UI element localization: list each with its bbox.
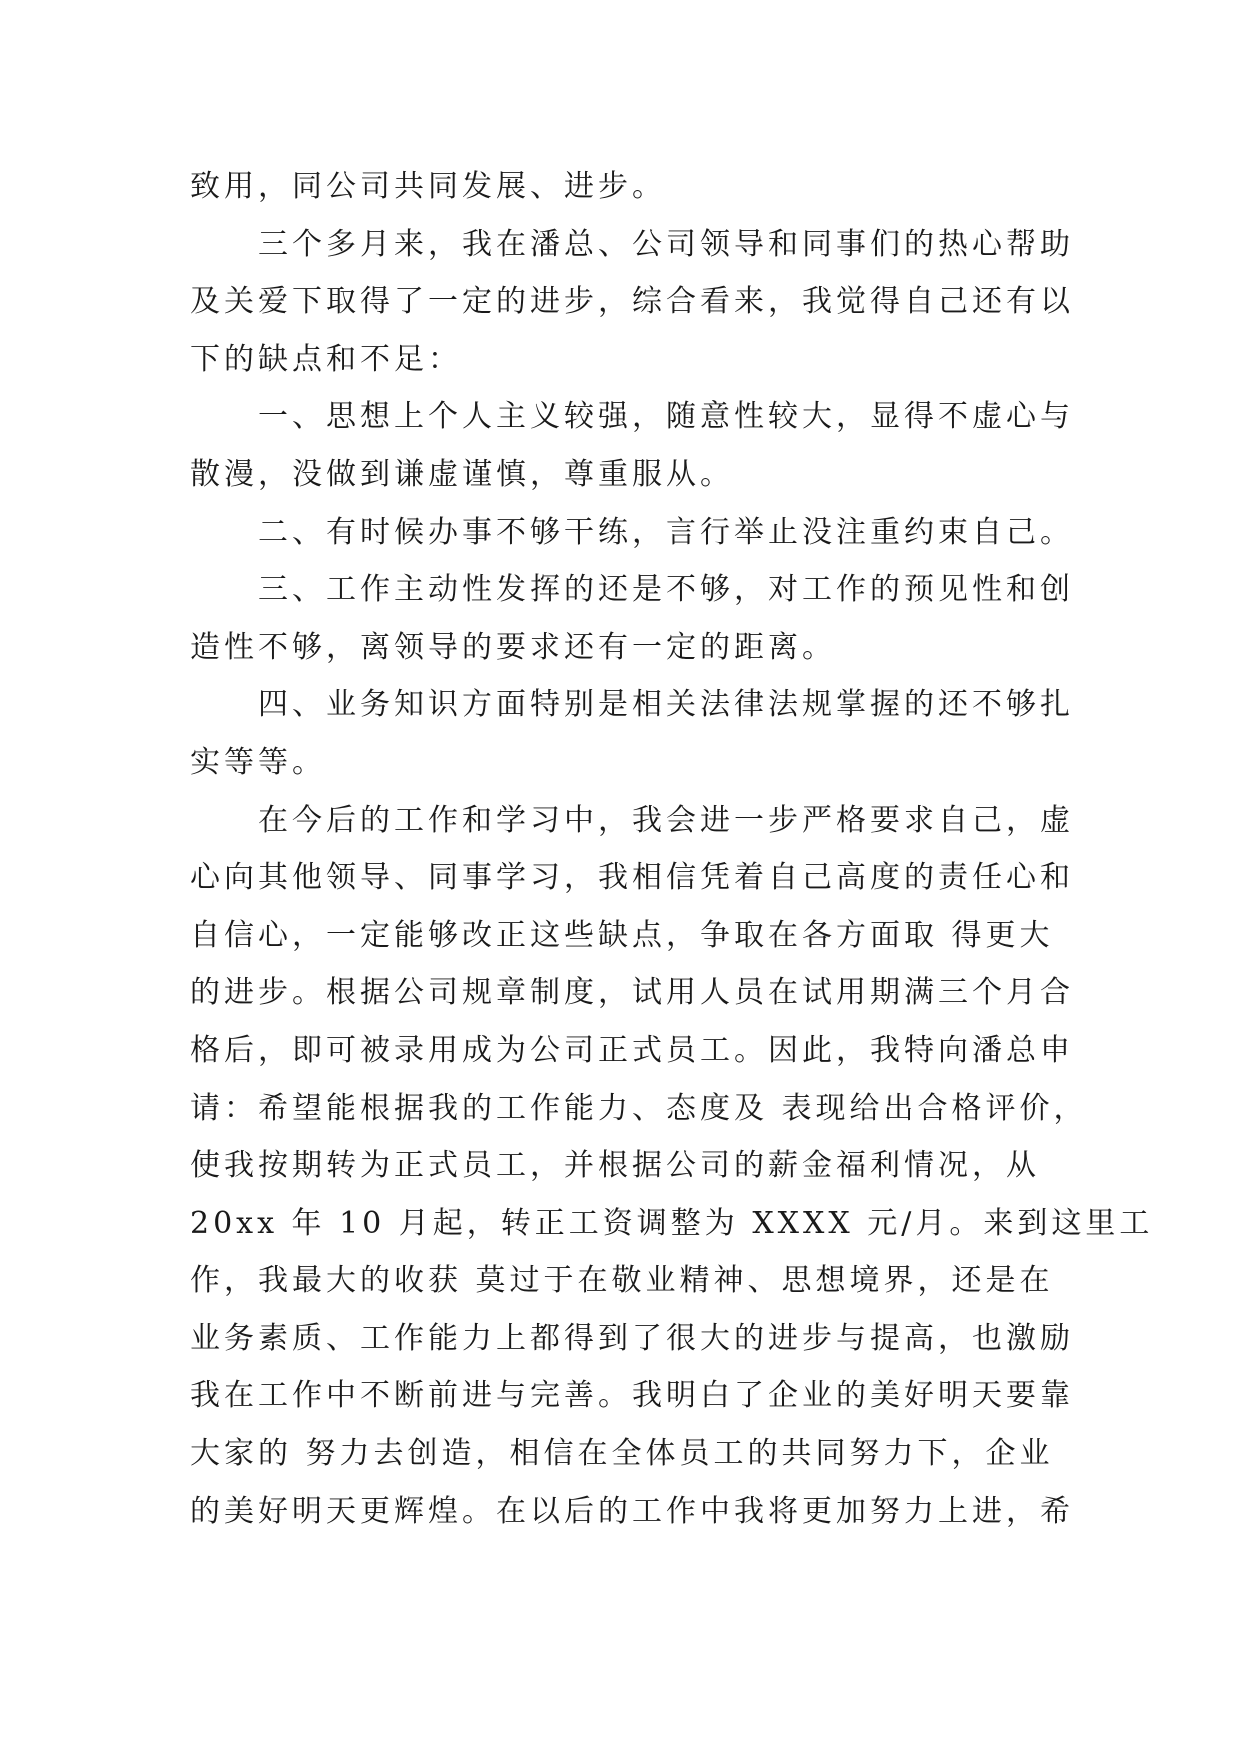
text-line: 致用，同公司共同发展、进步。 [190, 169, 666, 204]
text-line: 在今后的工作和学习中，我会进一步严格要求自己，虚 [258, 802, 1074, 838]
text-line: 二、有时候办事不够干练，言行举止没注重约束自己。 [258, 514, 1074, 550]
text-line: 实等等。 [190, 744, 326, 780]
text-line: 大家的 努力去创造，相信在全体员工的共同努力下，企业 [190, 1436, 1054, 1472]
text-line: 三个多月来，我在潘总、公司领导和同事们的热心帮助 [258, 226, 1074, 262]
text-line: 造性不够，离领导的要求还有一定的距离。 [190, 629, 836, 665]
text-line: 请：希望能根据我的工作能力、态度及 表现给出合格评价， [190, 1090, 1088, 1126]
text-line: 心向其他领导、同事学习，我相信凭着自己高度的责任心和 [190, 860, 1074, 896]
text-line: 的美好明天更辉煌。在以后的工作中我将更加努力上进，希 [190, 1493, 1074, 1529]
text-line: 的进步。根据公司规章制度，试用人员在试用期满三个月合 [190, 975, 1074, 1011]
text-line: 自信心，一定能够改正这些缺点，争取在各方面取 得更大 [190, 917, 1054, 953]
text-line: 下的缺点和不足： [190, 341, 462, 377]
document-body [190, 158, 1154, 1540]
text-line: 我在工作中不断前进与完善。我明白了企业的美好明天要靠 [190, 1378, 1074, 1414]
text-line: 三、工作主动性发挥的还是不够，对工作的预见性和创 [258, 572, 1074, 608]
text-line: 四、业务知识方面特别是相关法律法规掌握的还不够扎 [258, 687, 1074, 723]
text-line: 一、思想上个人主义较强，随意性较大，显得不虚心与 [258, 399, 1074, 435]
text-line: 作，我最大的收获 莫过于在敬业精神、思想境界，还是在 [190, 1263, 1054, 1299]
text-line: 格后，即可被录用成为公司正式员工。因此，我特向潘总申 [190, 1032, 1074, 1068]
text-line: 20xx 年 10 月起，转正工资调整为 XXXX 元/月。来到这里工 [190, 1205, 1154, 1241]
text-line: 及关爱下取得了一定的进步，综合看来，我觉得自己还有以 [190, 284, 1074, 320]
text-line: 业务素质、工作能力上都得到了很大的进步与提高，也激励 [190, 1320, 1074, 1356]
text-line: 散漫，没做到谦虚谨慎，尊重服从。 [190, 456, 734, 492]
text-line: 使我按期转为正式员工，并根据公司的薪金福利情况，从 [190, 1148, 1040, 1184]
